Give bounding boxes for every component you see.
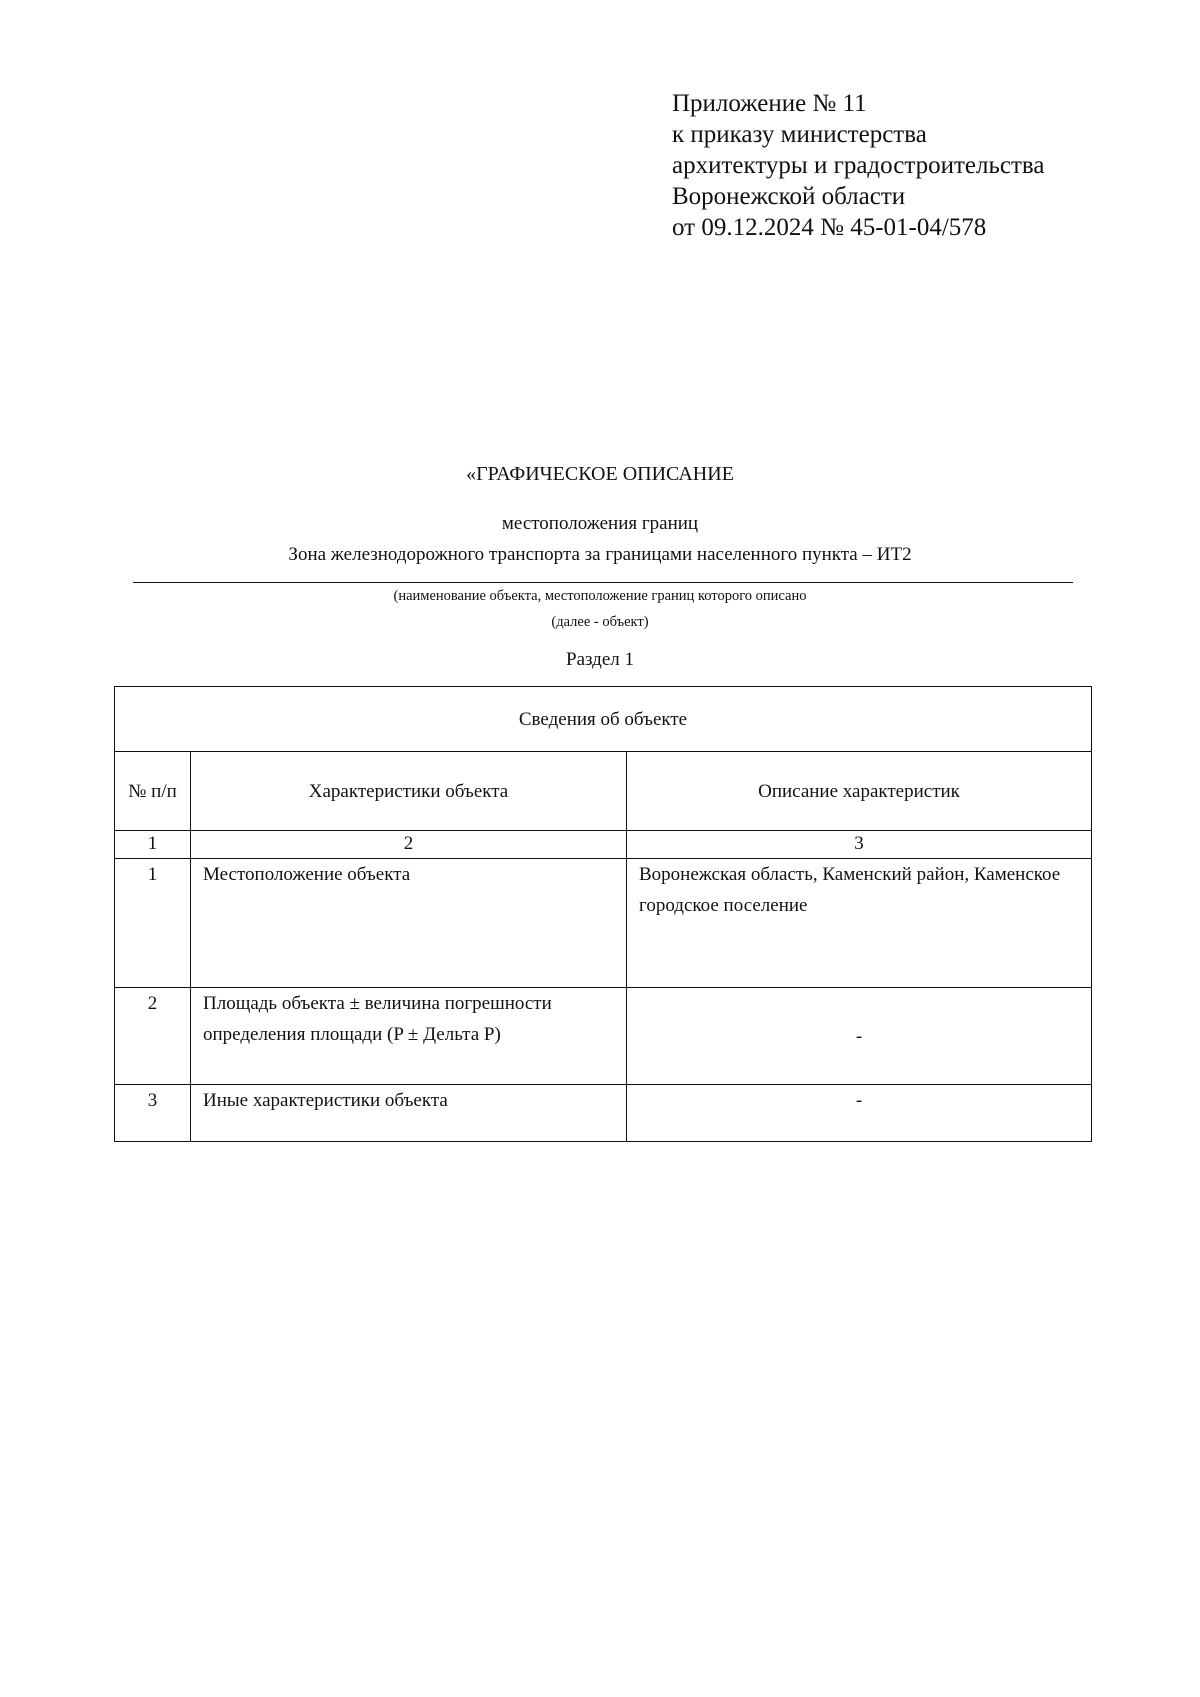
object-name-underline — [133, 582, 1073, 583]
object-name-caption: (наименование объекта, местоположение границ которого описано — [393, 588, 807, 604]
column-index: 2 — [191, 831, 627, 859]
row-description: Воронежская область, Каменский район, Каменское городское поселение — [627, 859, 1092, 988]
document-title: «ГРАФИЧЕСКОЕ ОПИСАНИЕ — [466, 463, 734, 485]
column-index-row — [115, 831, 1092, 859]
row-description: - — [627, 988, 1092, 1085]
row-num: 1 — [115, 859, 191, 988]
table-row — [115, 859, 1092, 988]
appendix-line: к приказу министерства — [672, 121, 927, 148]
column-index: 1 — [115, 831, 191, 859]
row-description: - — [627, 1085, 1092, 1142]
row-characteristic: Иные характеристики объекта — [191, 1085, 627, 1142]
row-characteristic: Площадь объекта ± величина погрешности определения площади (P ± Дельта P) — [191, 988, 627, 1085]
table-title-row — [115, 687, 1092, 752]
row-num: 3 — [115, 1085, 191, 1142]
object-info-table — [114, 686, 1092, 1142]
header-num: № п/п — [115, 752, 191, 831]
table-row — [115, 1085, 1092, 1142]
table-row — [115, 988, 1092, 1085]
appendix-line: от 09.12.2024 № 45-01-04/578 — [672, 214, 987, 241]
table-header-row — [115, 752, 1092, 831]
row-characteristic: Местоположение объекта — [191, 859, 627, 988]
document-subtitle: местоположения границ — [501, 513, 699, 534]
appendix-block — [672, 88, 1044, 243]
column-index: 3 — [627, 831, 1092, 859]
row-num: 2 — [115, 988, 191, 1085]
section-label: Раздел 1 — [566, 649, 634, 670]
appendix-line: Приложение № 11 — [672, 90, 867, 117]
header-characteristic: Характеристики объекта — [191, 752, 627, 831]
header-description: Описание характеристик — [627, 752, 1092, 831]
appendix-line: Воронежской области — [672, 183, 906, 210]
table-title: Сведения об объекте — [115, 687, 1092, 752]
object-name-caption-continued: (далее - объект) — [551, 614, 649, 630]
object-name: Зона железнодорожного транспорта за границами населенного пункта – ИТ2 — [288, 544, 912, 565]
appendix-line: архитектуры и градостроительства — [672, 152, 1045, 179]
